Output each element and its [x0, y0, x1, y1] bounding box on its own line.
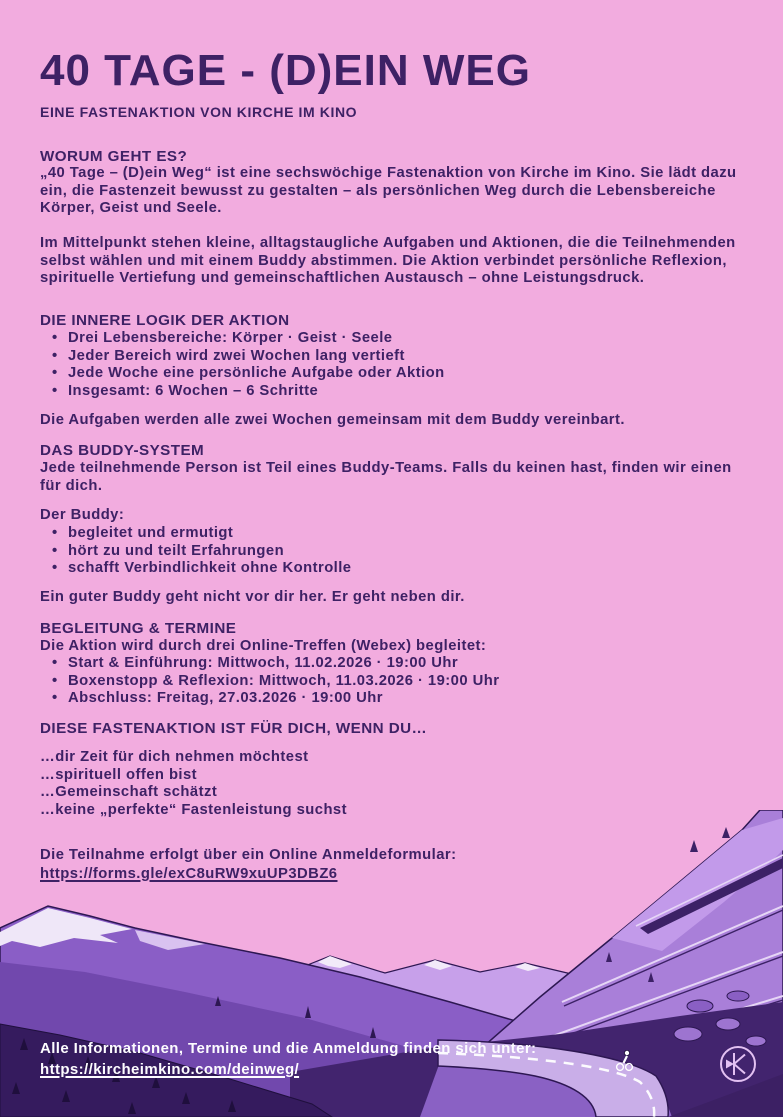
zielgruppe-line: …Gemeinschaft schätzt — [40, 784, 218, 801]
logik-bullet-list — [40, 330, 764, 400]
zielgruppe-lines — [40, 749, 752, 819]
page-subtitle: EINE FASTENAKTION VON KIRCHE IM KINO — [40, 104, 358, 120]
paragraph-worum-2: Im Mittelpunkt stehen kleine, alltagstaugliche Aufgaben und Aktionen, die die Teilnehmenden selbst wählen und mit einem Buddy abstimmen. Die Aktion verbindet persönliche Reflexion, spirituelle Vertiefung und gemeinschaftlichen Austausch – ohne Leistungsdruck. — [40, 235, 736, 287]
list-item: • Boxenstopp & Reflexion: Mittwoch, 11.03.2026 · 19:00 Uhr — [52, 673, 764, 691]
list-item: • begleitet und ermutigt — [52, 525, 764, 543]
footer — [40, 1038, 752, 1080]
section-heading-logik: DIE INNERE LOGIK DER AKTION — [40, 312, 290, 329]
zielgruppe-line: …dir Zeit für dich nehmen möchtest — [40, 749, 309, 765]
zielgruppe-line: …spirituell offen bist — [40, 766, 198, 783]
paragraph-worum-1: „40 Tage – (D)ein Weg“ ist eine sechswöchige Fastenaktion von Kirche im Kino. Sie lädt dazu ein, die Fastenzeit bewusst zu gestalten – als persönlichen Weg durch die Lebensbereiche Körper, Geist und Seele. — [40, 165, 737, 217]
list-item: • schafft Verbindlichkeit ohne Kontrolle — [52, 560, 764, 578]
list-item: • Jeder Bereich wird zwei Wochen lang vertieft — [52, 348, 764, 366]
list-item: • Jede Woche eine persönliche Aufgabe oder Aktion — [52, 365, 764, 383]
paragraph-buddy-intro: Jede teilnehmende Person ist Teil eines Buddy-Teams. Falls du keinen hast, finden wir einen für dich. — [40, 460, 732, 494]
buddy-bullet-list — [40, 525, 764, 578]
list-item: • Start & Einführung: Mittwoch, 11.02.2026 · 19:00 Uhr — [52, 655, 764, 673]
paragraph-logik-note: Die Aufgaben werden alle zwei Wochen gemeinsam mit dem Buddy vereinbart. — [40, 412, 625, 428]
buddy-label: Der Buddy: — [40, 507, 125, 523]
list-item: • hört zu und teilt Erfahrungen — [52, 543, 764, 561]
list-item: • Abschluss: Freitag, 27.03.2026 · 19:00 Uhr — [52, 690, 764, 708]
list-item: • Drei Lebensbereiche: Körper · Geist · Seele — [52, 330, 764, 348]
footer-text: Alle Informationen, Termine und die Anmeldung finden sich unter: — [40, 1040, 537, 1057]
list-item: • Insgesamt: 6 Wochen – 6 Schritte — [52, 383, 764, 401]
section-heading-worum: WORUM GEHT ES? — [40, 148, 188, 165]
paragraph-termine-intro: Die Aktion wird durch drei Online-Treffen (Webex) begleitet: — [40, 638, 487, 654]
section-heading-buddy: DAS BUDDY-SYSTEM — [40, 442, 205, 459]
page-title: 40 TAGE - (D)EIN WEG — [40, 46, 531, 95]
zielgruppe-line: …keine „perfekte“ Fastenleistung suchst — [40, 801, 347, 818]
anmeldung-link[interactable]: https://forms.gle/exC8uRW9xuUP3DBZ6 — [40, 866, 338, 882]
section-heading-termine: BEGLEITUNG & TERMINE — [40, 620, 237, 637]
anmeldung-text: Die Teilnahme erfolgt über ein Online Anmeldeformular: — [40, 847, 457, 863]
footer-link[interactable]: https://kircheimkino.com/deinweg/ — [40, 1061, 300, 1078]
termine-bullet-list — [40, 655, 764, 708]
section-heading-zielgruppe: DIESE FASTENAKTION IST FÜR DICH, WENN DU… — [40, 720, 428, 737]
paragraph-buddy-note: Ein guter Buddy geht nicht vor dir her. Er geht neben dir. — [40, 589, 465, 605]
